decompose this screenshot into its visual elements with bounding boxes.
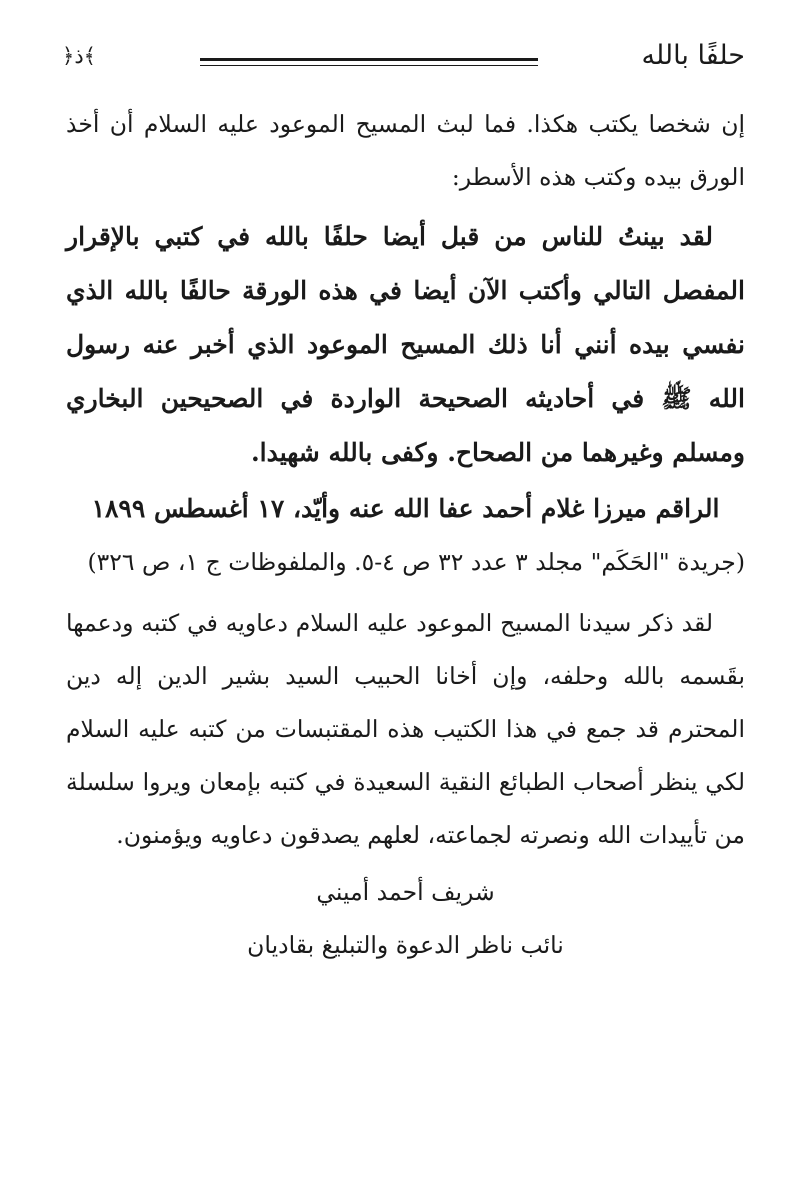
signatory-name: شريف أحمد أميني (316, 878, 495, 906)
header-rule (200, 58, 538, 66)
reference-citation: (جريدة "الحَكَم" مجلد ٣ عدد ٣٢ ص ٤-٥. والملفوظات ج ١، ص ٣٢٦) (87, 548, 745, 576)
signatory-title: نائب ناظر الدعوة والتبليغ بقاديان (247, 931, 564, 959)
running-title: حلفًا بالله (641, 40, 745, 71)
page-header (62, 38, 745, 88)
editor-paragraph: لقد ذكر سيدنا المسيح الموعود عليه السلام دعاويه في كتبه ودعمها بقَسمه بالله وحلفه، وإن أخانا الحبيب السيد بشير الدين إله دين المحترم قد جمع في هذا الكتيب هذه المقتبسات من كتبه عليه السلام لكي ينظر أصحاب الطبائع النقية السعيدة في كتبه بإمعان ويروا سلسلة من تأييدات الله ونصرته لجماعته، لعلهم يصدقون دعاويه ويؤمنون. (66, 609, 745, 849)
signature-line: الراقم ميرزا غلام أحمد عفا الله عنه وأيّد، ١٧ أغسطس ١٨٩٩ (91, 494, 720, 523)
intro-paragraph: إن شخصا يكتب هكذا. فما لبث المسيح الموعود عليه السلام أن أخذ الورق بيده وكتب هذه الأسطر: (66, 110, 745, 191)
oath-paragraph: لقد بينتُ للناس من قبل أيضا حلفًا بالله في كتبي بالإقرار المفصل التالي وأكتب الآن أيضا في هذه الورقة حالفًا بالله الذي نفسي بيده أنني أنا ذلك المسيح الموعود الذي أخبر عنه رسول الله ﷺ في أحاديثه الصحيحة الواردة في الصحيحين البخاري ومسلم وغيرهما من الصحاح. وكفى بالله شهيدا. (66, 222, 745, 467)
page-body (66, 98, 745, 972)
page-number: ﴿ذ﴾ (62, 44, 96, 68)
